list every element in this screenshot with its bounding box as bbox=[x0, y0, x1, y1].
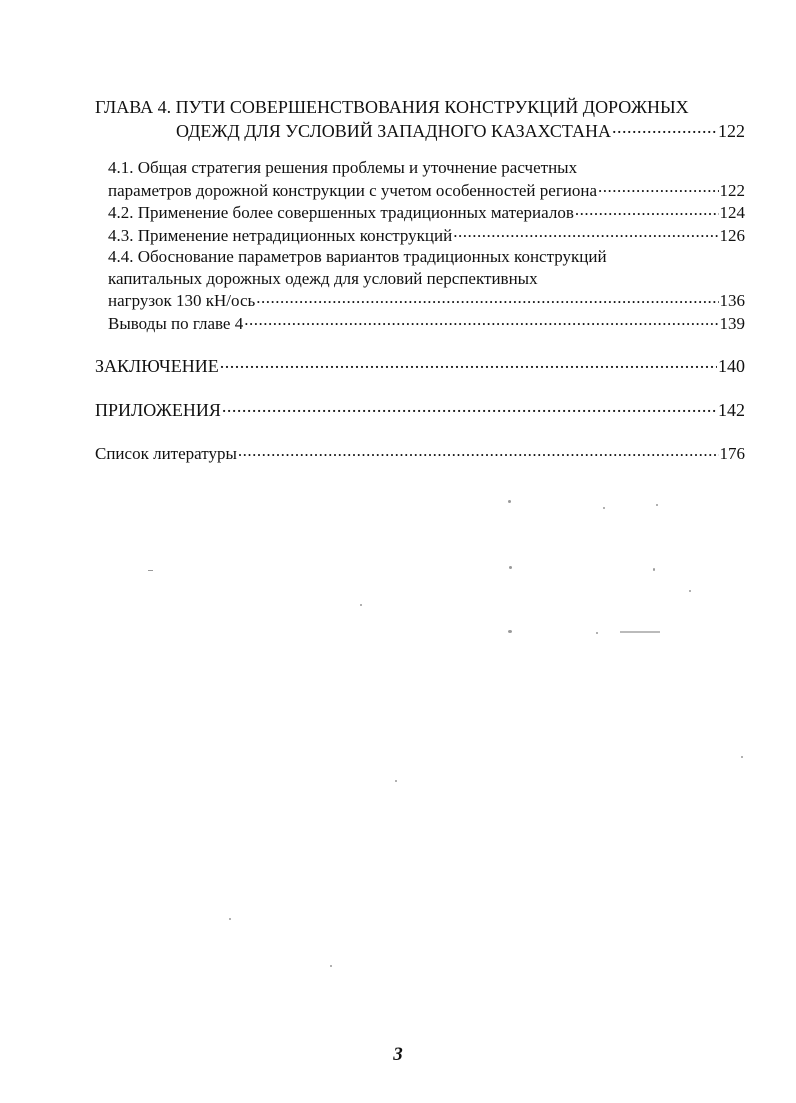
chapter-4-title-part-2: ОДЕЖД ДЛЯ УСЛОВИЙ ЗАПАДНОГО КАЗАХСТАНА bbox=[176, 121, 612, 141]
dot-leader bbox=[256, 289, 718, 306]
scan-speck bbox=[596, 632, 598, 634]
dot-leader bbox=[453, 224, 718, 241]
section-4-2-line bbox=[95, 201, 745, 224]
dot-leader bbox=[238, 442, 719, 459]
chapter-4-title-line-1 bbox=[95, 96, 745, 119]
chapter-4-title-part-1: ГЛАВА 4. ПУТИ СОВЕРШЕНСТВОВАНИЯ КОНСТРУКЦИЙ ДОРОЖНЫХ bbox=[95, 97, 689, 117]
section-4-1-title-part-1: 4.1. Общая стратегия решения проблемы и уточнение расчетных bbox=[108, 158, 578, 177]
chapter-4-title-line-2 bbox=[95, 119, 745, 143]
section-4-4-title-part-2: капитальных дорожных одежд для условий перспективных bbox=[108, 268, 538, 288]
appendices-page: 142 bbox=[718, 400, 745, 420]
conclusion-line bbox=[95, 354, 745, 378]
section-4-2-page: 124 bbox=[719, 203, 745, 222]
page-number: 3 bbox=[393, 1044, 403, 1065]
section-4-4-line-3 bbox=[95, 289, 745, 312]
scan-speck bbox=[395, 780, 397, 782]
dot-leader bbox=[220, 354, 717, 372]
section-4-4-line-1 bbox=[95, 246, 745, 268]
section-4-1-line-1 bbox=[95, 157, 745, 179]
dot-leader bbox=[222, 398, 717, 416]
section-4-1-page: 122 bbox=[719, 180, 745, 200]
chapter-4-conclusions-title: Выводы по главе 4 bbox=[108, 313, 244, 333]
scan-speck bbox=[229, 918, 231, 920]
scan-speck bbox=[148, 570, 153, 571]
scan-speck bbox=[508, 630, 512, 633]
dot-leader bbox=[244, 312, 718, 329]
scan-speck bbox=[620, 631, 660, 633]
scan-speck bbox=[508, 500, 511, 503]
conclusion-title: ЗАКЛЮЧЕНИЕ bbox=[95, 356, 219, 376]
scan-speck bbox=[603, 507, 605, 509]
scan-speck bbox=[509, 566, 512, 569]
references-title: Список литературы bbox=[95, 444, 237, 463]
scan-speck bbox=[360, 604, 362, 606]
references-page: 176 bbox=[719, 444, 745, 463]
section-4-4-title-part-3: нагрузок 130 кН/ось bbox=[108, 291, 256, 310]
chapter-4-conclusions-line bbox=[95, 312, 745, 335]
section-4-1-title-part-2: параметров дорожной конструкции с учетом особенностей региона bbox=[108, 180, 598, 200]
section-4-2-title: 4.2. Применение более совершенных традиционных материалов bbox=[108, 203, 574, 222]
scan-speck bbox=[656, 504, 658, 506]
section-4-4-page: 136 bbox=[719, 291, 745, 310]
references-line bbox=[95, 442, 745, 465]
scan-speck bbox=[330, 965, 332, 967]
scan-speck bbox=[689, 590, 691, 592]
chapter-4-conclusions-page: 139 bbox=[719, 313, 745, 333]
conclusion-page: 140 bbox=[718, 356, 745, 376]
dot-leader bbox=[575, 201, 719, 218]
dot-leader bbox=[598, 179, 718, 196]
table-of-contents bbox=[95, 96, 745, 465]
section-4-3-page: 126 bbox=[719, 225, 745, 245]
appendices-title: ПРИЛОЖЕНИЯ bbox=[95, 400, 221, 420]
dot-leader bbox=[612, 119, 717, 137]
chapter-4-page: 122 bbox=[718, 121, 745, 141]
section-4-1-line-2 bbox=[95, 179, 745, 202]
scan-speck bbox=[741, 756, 743, 758]
section-4-4-line-2 bbox=[95, 268, 745, 290]
section-4-4-title-part-1: 4.4. Обоснование параметров вариантов традиционных конструкций bbox=[108, 247, 607, 266]
appendices-line bbox=[95, 398, 745, 422]
scan-speck bbox=[653, 568, 655, 571]
section-4-3-line bbox=[95, 224, 745, 247]
section-4-3-title: 4.3. Применение нетрадиционных конструкций bbox=[108, 225, 453, 245]
